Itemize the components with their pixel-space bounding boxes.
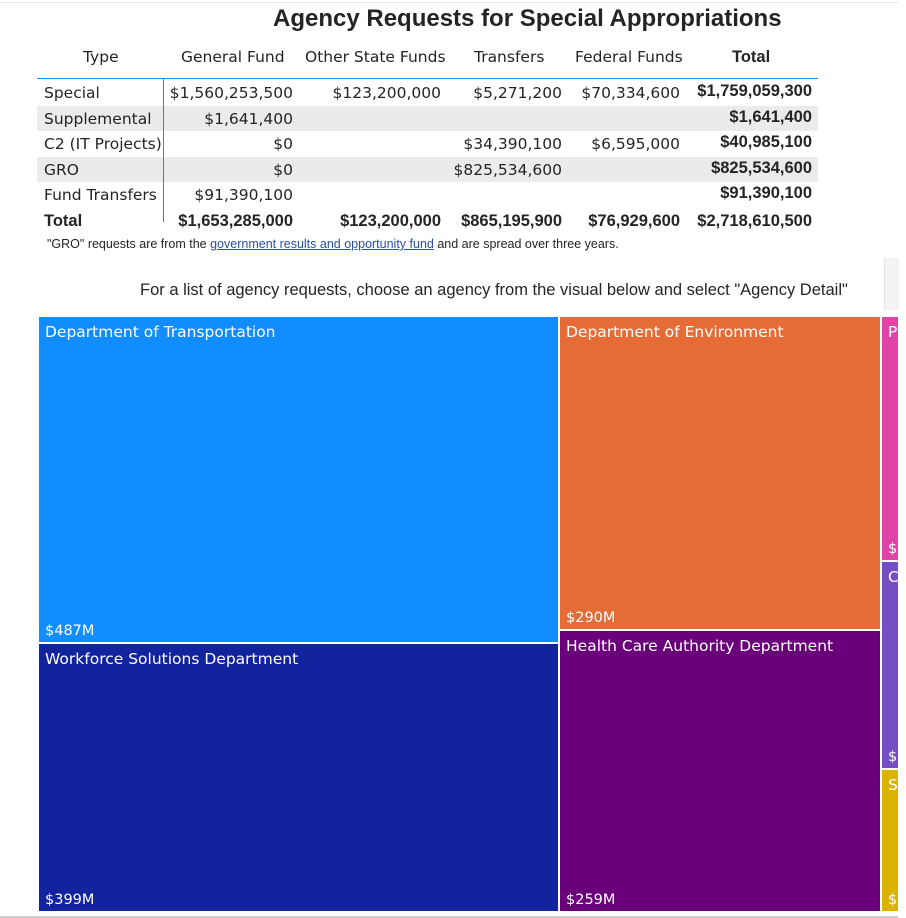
cell-total: $825,534,600	[711, 158, 812, 177]
cell-total: $1,641,400	[729, 107, 812, 126]
table-row[interactable]	[37, 182, 818, 208]
tile-label: S	[888, 776, 898, 794]
matrix-header	[37, 44, 818, 79]
cell-general-fund: $91,390,100	[194, 186, 293, 204]
treemap-tile-transportation[interactable]	[39, 317, 558, 642]
header-other-state-funds[interactable]: Other State Funds	[305, 48, 446, 66]
cell-other-state-funds: $123,200,000	[332, 84, 441, 102]
cell-total: $2,718,610,500	[697, 211, 812, 230]
header-federal-funds[interactable]: Federal Funds	[575, 48, 683, 66]
treemap-tile-workforce[interactable]	[39, 644, 558, 911]
tile-label: Health Care Authority Department	[566, 637, 834, 655]
cell-transfers: $34,390,100	[463, 135, 562, 153]
header-total[interactable]: Total	[732, 48, 771, 66]
treemap-tile-c[interactable]	[882, 562, 906, 768]
treemap-tile-p[interactable]	[882, 317, 906, 560]
header-transfers[interactable]: Transfers	[474, 48, 545, 66]
appropriations-matrix	[37, 44, 818, 230]
cell-general-fund: $1,560,253,500	[169, 84, 293, 102]
table-row[interactable]	[37, 157, 818, 183]
cell-total: $40,985,100	[720, 133, 812, 151]
gro-footnote	[47, 237, 619, 251]
tile-label: C	[888, 568, 899, 586]
tile-label: Department of Environment	[566, 323, 784, 341]
cell-type: GRO	[44, 160, 79, 179]
tile-label: Workforce Solutions Department	[45, 650, 299, 668]
note-suffix: and are spread over three years.	[433, 237, 619, 251]
tile-value: $487M	[45, 623, 95, 639]
header-type[interactable]: Type	[83, 48, 119, 66]
treemap-tile-s[interactable]	[882, 770, 906, 911]
visual-header-scrollbar[interactable]	[884, 258, 899, 310]
tile-value: $1	[888, 892, 906, 908]
cell-transfers: $825,534,600	[453, 160, 562, 179]
cell-general-fund: $0	[273, 135, 293, 153]
cell-federal-funds: $76,929,600	[588, 211, 680, 230]
tile-value: $290M	[566, 610, 616, 626]
table-row[interactable]	[37, 106, 818, 132]
instruction-text: For a list of agency requests, choose an agency from the visual below and select "Agency Detail"	[140, 281, 848, 299]
row-header-divider	[163, 79, 164, 222]
cell-general-fund: $1,641,400	[204, 109, 293, 128]
cell-type: C2 (IT Projects)	[44, 135, 162, 153]
tile-value: $2	[888, 541, 906, 557]
note-prefix: "GRO" requests are from the	[47, 237, 211, 251]
header-general-fund[interactable]: General Fund	[181, 48, 285, 66]
top-border	[0, 2, 898, 3]
cell-general-fund: $0	[273, 160, 293, 179]
treemap-tile-health-care[interactable]	[560, 631, 880, 911]
cell-federal-funds: $6,595,000	[591, 135, 680, 153]
table-row[interactable]	[37, 131, 818, 157]
cell-transfers: $5,271,200	[473, 84, 562, 102]
cell-type: Special	[44, 84, 100, 102]
table-row[interactable]	[37, 80, 818, 106]
tile-label: P	[888, 323, 898, 341]
cell-other-state-funds: $123,200,000	[340, 211, 441, 230]
tile-value: $259M	[566, 892, 616, 908]
tile-label: Department of Transportation	[45, 323, 276, 341]
cell-federal-funds: $70,334,600	[581, 84, 680, 102]
report-title: Agency Requests for Special Appropriations	[273, 5, 782, 32]
gro-fund-link[interactable]: government results and opportunity fund	[210, 237, 434, 251]
cell-transfers: $865,195,900	[461, 211, 562, 230]
tile-value: $399M	[45, 892, 95, 908]
total-row[interactable]	[37, 208, 818, 234]
treemap-tile-environment[interactable]	[560, 317, 880, 629]
tile-value: $1	[888, 749, 906, 765]
cell-total: $1,759,059,300	[697, 82, 812, 100]
cell-total: $91,390,100	[720, 184, 812, 202]
cell-type: Total	[44, 211, 83, 230]
cell-general-fund: $1,653,285,000	[178, 211, 293, 230]
cell-type: Supplemental	[44, 109, 152, 128]
cell-type: Fund Transfers	[44, 186, 157, 204]
